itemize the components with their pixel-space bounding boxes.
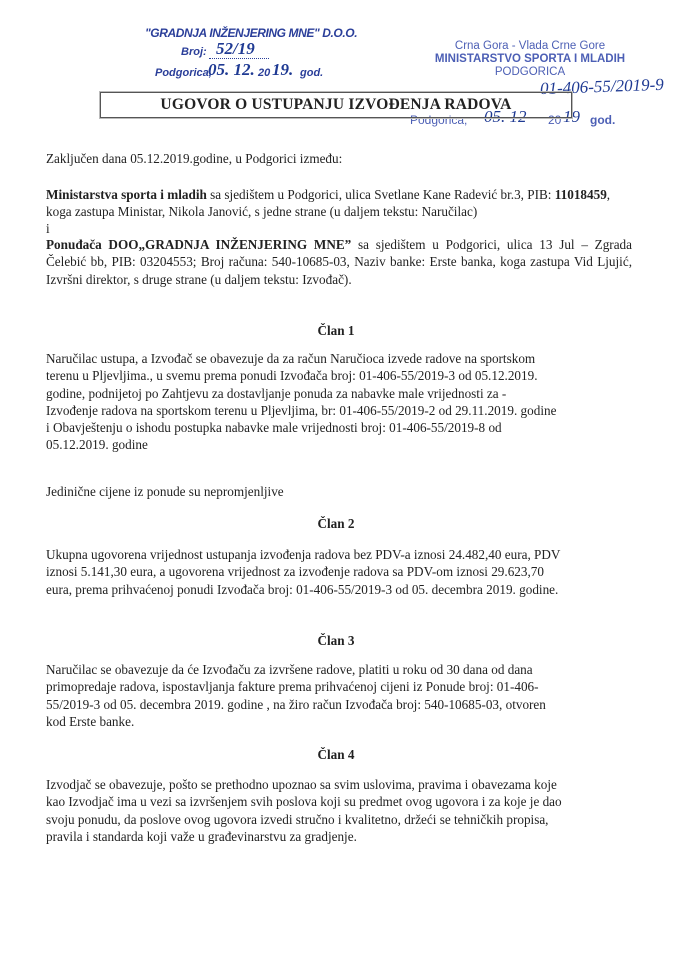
party1-name: Ministarstva sporta i mladih bbox=[46, 187, 207, 202]
clan1-note: Jedinične cijene iz ponude su nepromjenljive bbox=[46, 484, 284, 499]
clan2-body bbox=[46, 546, 626, 598]
party2-text: sa sjedištem u Podgorici, ulica 13 Jul – Zgrada Čelebić bb, PIB: 03204553; Broj računa: 540-10685-03, Naziv banke: Erste banka, koga zastupa Vid Ljujić, Izvršni direktor, s druge strane (u daljem tekstu: Izvođač). bbox=[46, 237, 632, 287]
clan3-body bbox=[46, 661, 626, 730]
clan2-line: Ukupna ugovorena vrijednost ustupanja izvođenja radova bez PDV-a iznosi 24.482,40 eura, PDV bbox=[46, 547, 561, 562]
party1-paragraph bbox=[46, 186, 631, 221]
ministry-stamp-date: 05. 12 bbox=[484, 107, 527, 126]
clan1-heading: Član 1 bbox=[317, 323, 355, 338]
clan4-line: svoju ponudu, da poslove ovog ugovora izvedi stručno i kvalitetno, držeći se tehničkih propisa, bbox=[46, 811, 549, 827]
stamp-god: god. bbox=[300, 67, 324, 79]
clan2-line: iznosi 5.141,30 eura, a ugovorena vrijednost za izvođenje radova sa PDV-om iznosi 29.623,70 bbox=[46, 564, 544, 580]
stamp-place-label: Podgorica, bbox=[155, 67, 212, 79]
ministry-stamp-line1: Crna Gora - Vlada Crne Gore bbox=[454, 40, 606, 52]
stamp-year-prefix: 20 bbox=[258, 67, 271, 79]
clan2-line: eura, prema prihvaćenoj ponudi Izvođača broj: 01-406-55/2019-3 od 05. decembra 2019. godine. bbox=[46, 581, 559, 597]
clan1-line: terenu u Pljevljima., u svemu prema ponudi Izvođača broj: 01-406-55/2019-3 od 05.12.2019. bbox=[46, 368, 538, 384]
clan3-line: primopredaje radova, ispostavljanja fakture prema prihvaćenoj cijeni iz Ponude broj: 01-406- bbox=[46, 679, 539, 695]
clan4-heading: Član 4 bbox=[317, 747, 355, 762]
party1-pib: 11018459 bbox=[554, 187, 607, 202]
clan1-body bbox=[46, 350, 626, 454]
clan1-line: 05.12.2019. godine bbox=[46, 437, 148, 453]
party2-name: Ponuđača DOO„GRADNJA INŽENJERING MNE” bbox=[46, 237, 352, 252]
clan1-line: Izvođenje radova na sportskom terenu u Pljevljima, br: 01-406-55/2019-2 od 29.11.2019. godine bbox=[46, 402, 557, 418]
clan2-heading: Član 2 bbox=[317, 516, 355, 531]
clan4-line: kao Izvodjač ima u vezi sa izvršenjem svih poslova koji su predmet ovog ugovora i za koje je dao bbox=[46, 794, 562, 810]
stamp-company-name: "GRADNJA INŽENJERING MNE" D.O.O. bbox=[145, 26, 358, 40]
ministry-stamp-year-prefix: 20 bbox=[548, 113, 562, 127]
ministry-stamp-god: god. bbox=[590, 113, 616, 127]
stamp-date-hand: 05. 12. bbox=[208, 60, 255, 79]
clan1-line: Naručilac ustupa, a Izvođač se obavezuje da za račun Naručioca izvede radove na sportskom bbox=[46, 351, 536, 366]
clan3-line: kod Erste banke. bbox=[46, 713, 135, 729]
clan4-line: pravila i standarda koji važe u građevinarstvu za gradjenje. bbox=[46, 828, 357, 844]
ministry-stamp-line2: MINISTARSTVO SPORTA I MLADIH bbox=[434, 53, 626, 65]
stamp-year-hand: 19. bbox=[272, 60, 294, 79]
intro-text: Zaključen dana 05.12.2019.godine, u Podgorici između: bbox=[46, 151, 343, 166]
ministry-stamp-number: 01-406-55/2019-9 bbox=[539, 74, 664, 99]
ministry-stamp-year: 19 bbox=[563, 107, 580, 126]
ministry-stamp-place: Podgorica, bbox=[410, 113, 468, 127]
clan3-line: 55/2019-3 od 05. decembra 2019. godine , na žiro račun Izvođača broj: 540-10685-03, otvoren bbox=[46, 696, 546, 712]
party1-text2: , koga zastupa Ministar, Nikola Janović, s jedne strane (u daljem tekstu: Naručilac) bbox=[46, 187, 611, 220]
party2-paragraph bbox=[46, 236, 632, 288]
clan3-line: Naručilac se obavezuje da će Izvođaču za izvršene radove, platiti u roku od 30 dana od dana bbox=[46, 662, 533, 677]
clan4-line: Izvodjač se obavezuje, pošto se prethodno upoznao sa svim uslovima, pravima i obavezama koje bbox=[46, 777, 557, 792]
ministry-stamp-line3: PODGORICA bbox=[494, 66, 566, 78]
stamp-broj-value: 52/19 bbox=[216, 39, 255, 58]
clan3-heading: Član 3 bbox=[317, 633, 355, 648]
stamp-broj-line bbox=[209, 58, 269, 59]
conjunction: i bbox=[46, 221, 50, 236]
ministry-stamp bbox=[400, 40, 660, 79]
clan4-body bbox=[46, 776, 626, 845]
clan1-line: i Obavještenju o ishodu postupka nabavke male vrijednosti broj: 01-406-55/2019-8 od bbox=[46, 420, 502, 436]
stamp-broj-label: Broj: bbox=[181, 46, 207, 58]
clan1-line: godine, podnijetoj po Zahtjevu za dostavljanje ponuda za nabavke male vrijednosti za - bbox=[46, 385, 507, 401]
document-title-box bbox=[100, 92, 572, 118]
party1-text: sa sjedištem u Podgorici, ulica Svetlane Kane Radević br.3, PIB: bbox=[206, 187, 555, 202]
document-title: UGOVOR O USTUPANJU IZVOĐENJA RADOVA bbox=[160, 96, 512, 113]
